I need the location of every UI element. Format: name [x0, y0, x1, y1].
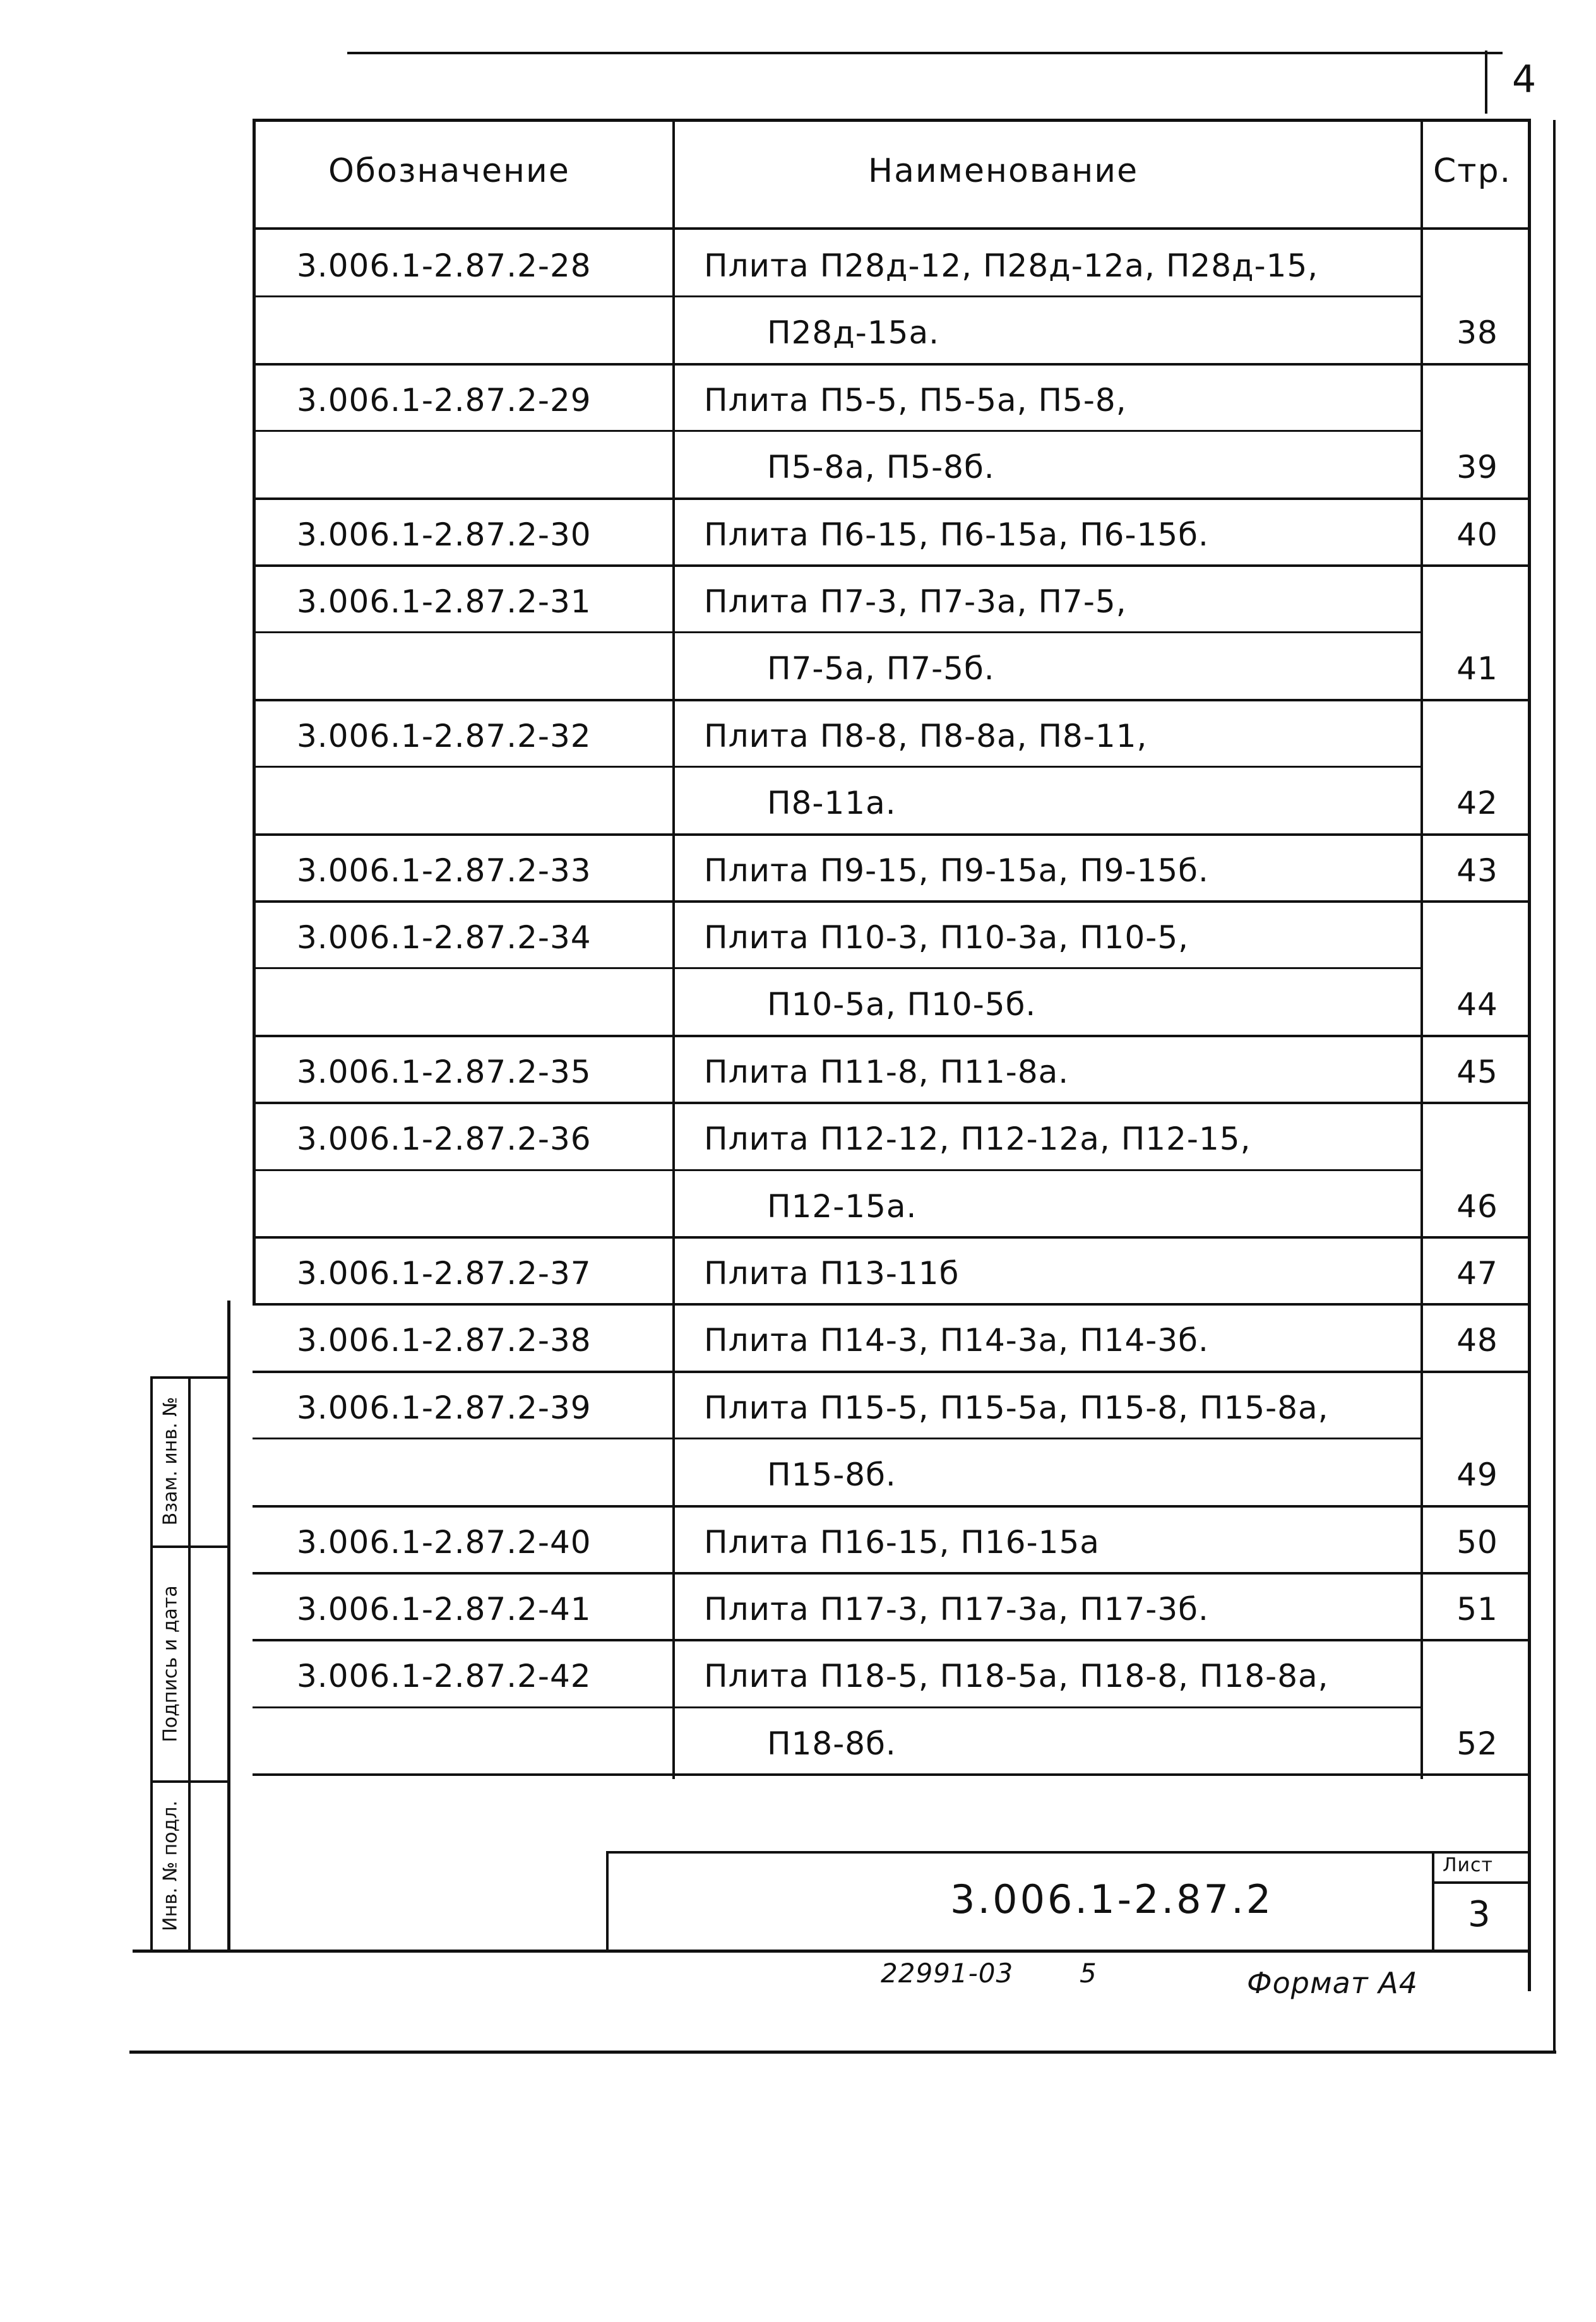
frame-left-lower: [227, 1301, 230, 1951]
frame-top: [253, 119, 1531, 122]
row-bottom-rule: [253, 1303, 1531, 1306]
corner-vertical: [1485, 51, 1487, 114]
row-page: 52: [1456, 1725, 1498, 1762]
row-bottom-rule: [253, 1102, 1531, 1104]
frame-bottom: [133, 1950, 1528, 1953]
row-name: Плита П11-8, П11-8а.: [704, 1053, 1069, 1090]
footer-format: Формат А4: [1247, 1966, 1418, 2000]
row-name: Плита П16-15, П16-15а: [704, 1523, 1100, 1561]
footer-archive-number: 22991-03: [881, 1958, 1014, 1989]
row-bottom-rule: [253, 564, 1531, 567]
row-page: 39: [1456, 449, 1498, 486]
row-page: 38: [1456, 314, 1498, 352]
title-block-sheet-number: 3: [1468, 1894, 1491, 1935]
row-designation: 3.006.1-2.87.2-39: [297, 1389, 592, 1426]
header-name: Наименование: [868, 152, 1139, 190]
stamp-box-outer-left: [150, 1376, 153, 1951]
row-page: 42: [1456, 785, 1498, 822]
row-designation: 3.006.1-2.87.2-33: [297, 852, 592, 889]
row-bottom-rule: [253, 497, 1531, 500]
row-name: Плита П14-3, П14-3а, П14-3б.: [704, 1322, 1209, 1359]
row-name: Плита П18-5, П18-5а, П18-8, П18-8а,: [704, 1658, 1329, 1695]
row-page: 45: [1456, 1053, 1498, 1090]
row-bottom-rule: [253, 1236, 1531, 1239]
col-divider-2: [1420, 119, 1423, 1779]
row-page: 44: [1456, 986, 1498, 1023]
row-name-continuation: П7-5а, П7-5б.: [767, 650, 995, 688]
row-designation: 3.006.1-2.87.2-32: [297, 717, 592, 754]
row-bottom-rule: [253, 699, 1531, 701]
row-inner-rule: [253, 967, 1420, 969]
row-inner-rule: [253, 1169, 1420, 1171]
row-designation: 3.006.1-2.87.2-40: [297, 1523, 592, 1561]
row-designation: 3.006.1-2.87.2-28: [297, 247, 592, 284]
side-label-signature-date: Подпись и дата: [159, 1585, 182, 1742]
header-page: Стр.: [1433, 152, 1512, 190]
row-bottom-rule: [253, 900, 1531, 903]
col-divider-1: [672, 119, 675, 1779]
row-name: Плита П6-15, П6-15а, П6-15б.: [704, 516, 1209, 553]
title-block-left: [606, 1851, 609, 1952]
row-page: 50: [1456, 1523, 1498, 1561]
title-block-sheet-label: Лист: [1443, 1854, 1494, 1876]
row-bottom-rule: [253, 1371, 1531, 1373]
row-bottom-rule: [253, 833, 1531, 836]
row-name-continuation: П15-8б.: [767, 1456, 896, 1494]
row-name: Плита П10-3, П10-3а, П10-5,: [704, 919, 1189, 956]
row-name: Плита П13-11б: [704, 1255, 960, 1292]
row-name-continuation: П28д-15а.: [767, 314, 939, 352]
row-bottom-rule: [253, 363, 1531, 366]
row-page: 47: [1456, 1255, 1498, 1292]
page-bottom-rule: [129, 2051, 1556, 2054]
row-designation: 3.006.1-2.87.2-34: [297, 919, 592, 956]
row-designation: 3.006.1-2.87.2-30: [297, 516, 592, 553]
row-name-continuation: П5-8а, П5-8б.: [767, 449, 995, 486]
row-page: 49: [1456, 1456, 1498, 1494]
row-inner-rule: [253, 430, 1420, 432]
frame-right: [1528, 119, 1531, 1991]
row-page: 46: [1456, 1188, 1498, 1225]
row-bottom-rule: [253, 1639, 1531, 1641]
row-inner-rule: [253, 631, 1420, 633]
row-page: 48: [1456, 1322, 1498, 1359]
row-designation: 3.006.1-2.87.2-31: [297, 583, 592, 620]
row-designation: 3.006.1-2.87.2-35: [297, 1053, 592, 1090]
page-right-rule: [1553, 120, 1556, 2053]
stamp-box-inner: [188, 1376, 191, 1951]
title-block-sheet-label-rule: [1432, 1881, 1528, 1884]
row-name: Плита П28д-12, П28д-12а, П28д-15,: [704, 247, 1319, 284]
row-page: 41: [1456, 650, 1498, 688]
row-name: Плита П7-3, П7-3а, П7-5,: [704, 583, 1127, 620]
row-name: Плита П12-12, П12-12а, П12-15,: [704, 1121, 1251, 1158]
row-inner-rule: [253, 766, 1420, 768]
row-inner-rule: [253, 1438, 1420, 1439]
title-block-doc-code: 3.006.1-2.87.2: [950, 1876, 1274, 1922]
row-name-continuation: П18-8б.: [767, 1725, 896, 1762]
row-name: Плита П17-3, П17-3а, П17-3б.: [704, 1591, 1209, 1628]
row-page: 43: [1456, 852, 1498, 889]
row-name-continuation: П8-11а.: [767, 785, 896, 822]
row-designation: 3.006.1-2.87.2-41: [297, 1591, 592, 1628]
row-name: Плита П9-15, П9-15а, П9-15б.: [704, 852, 1209, 889]
row-inner-rule: [253, 295, 1420, 297]
side-label-original-inventory: Инв. № подл.: [159, 1801, 182, 1931]
row-name-continuation: П10-5а, П10-5б.: [767, 986, 1037, 1023]
row-designation: 3.006.1-2.87.2-36: [297, 1121, 592, 1158]
row-designation: 3.006.1-2.87.2-37: [297, 1255, 592, 1292]
stamp-box-top: [150, 1376, 229, 1379]
row-name-continuation: П12-15а.: [767, 1188, 917, 1225]
top-rule: [347, 52, 1503, 54]
row-bottom-rule: [253, 1572, 1531, 1575]
row-bottom-rule: [253, 1505, 1531, 1508]
row-bottom-rule: [253, 1035, 1531, 1037]
stamp-box-sep-1: [150, 1545, 229, 1548]
row-inner-rule: [253, 1706, 1420, 1708]
header-designation: Обозначение: [328, 152, 570, 190]
row-designation: 3.006.1-2.87.2-29: [297, 381, 592, 419]
footer-archive-page: 5: [1080, 1958, 1097, 1989]
row-designation: 3.006.1-2.87.2-42: [297, 1658, 592, 1695]
row-designation: 3.006.1-2.87.2-38: [297, 1322, 592, 1359]
row-name: Плита П8-8, П8-8а, П8-11,: [704, 717, 1148, 754]
row-bottom-rule: [253, 1773, 1531, 1776]
title-block-top: [606, 1851, 1528, 1854]
side-label-replaced-inventory: Взам. инв. №: [159, 1396, 182, 1526]
row-page: 51: [1456, 1591, 1498, 1628]
title-block-sheet-divider: [1432, 1851, 1434, 1952]
sheet-corner-number: 4: [1512, 57, 1537, 102]
row-name: Плита П15-5, П15-5а, П15-8, П15-8а,: [704, 1389, 1329, 1426]
header-bottom-rule: [253, 227, 1531, 230]
row-page: 40: [1456, 516, 1498, 553]
stamp-box-sep-2: [150, 1780, 229, 1783]
row-name: Плита П5-5, П5-5а, П5-8,: [704, 381, 1127, 419]
